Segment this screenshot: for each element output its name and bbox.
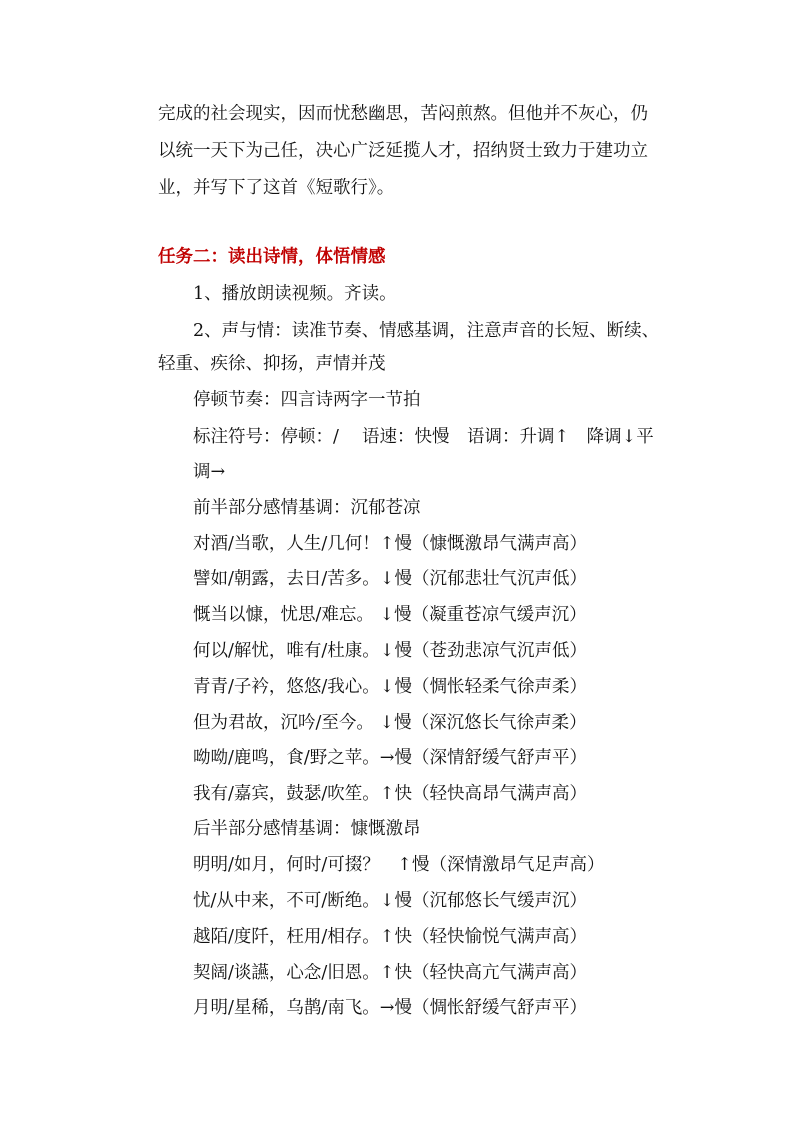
intro-line-1: 完成的社会现实，因而忧愁幽思，苦闷煎熬。但他并不灰心，仍 (158, 104, 648, 124)
poem-line: 月明/星稀，乌鹊/南飞。→慢（惆怅舒缓气舒声平） (193, 998, 587, 1018)
poem-line: 譬如/朝露，去日/苦多。↓慢（沉郁悲壮气沉声低） (193, 569, 587, 589)
poem-line: 但为君故，沉吟/至今。 ↓慢（深沉悠长气徐声柔） (193, 713, 587, 733)
step-2-line-2: 轻重、疾徐、抑扬，声情并茂 (158, 354, 386, 374)
poem-line: 忧/从中来，不可/断绝。↓慢（沉郁悠长气缓声沉） (193, 891, 587, 911)
first-half-label: 前半部分感情基调：沉郁苍凉 (193, 498, 421, 518)
rhythm-note: 停顿节奏：四言诗两字一节拍 (193, 390, 421, 410)
step-1: 1、播放朗读视频。齐读。 (193, 284, 397, 304)
second-half-label: 后半部分感情基调：慷慨激昂 (193, 819, 421, 839)
symbols-line-2: 调→ (193, 462, 226, 482)
poem-line: 呦呦/鹿鸣，食/野之苹。→慢（深情舒缓气舒声平） (193, 748, 587, 768)
task-heading: 任务二：读出诗情，体悟情感 (158, 247, 386, 267)
poem-line: 契阔/谈讌，心念/旧恩。↑快（轻快高亢气满声高） (193, 963, 587, 983)
poem-line: 越陌/度阡，枉用/相存。↑快（轻快愉悦气满声高） (193, 927, 587, 947)
intro-line-2: 以统一天下为己任，决心广泛延揽人才，招纳贤士致力于建功立 (158, 141, 648, 161)
symbols-line-1: 标注符号：停顿：/ 语速：快慢 语调：升调↑ 降调↓平 (193, 427, 654, 447)
poem-line: 我有/嘉宾，鼓瑟/吹笙。↑快（轻快高昂气满声高） (193, 784, 587, 804)
poem-line: 青青/子衿，悠悠/我心。↓慢（惆怅轻柔气徐声柔） (193, 677, 587, 697)
step-2-line-1: 2、声与情：读准节奏、情感基调，注意声音的长短、断续、 (193, 321, 660, 341)
poem-line: 对酒/当歌，人生/几何！↑慢（慷慨激昂气满声高） (193, 534, 587, 554)
poem-line: 慨当以慷，忧思/难忘。 ↓慢（凝重苍凉气缓声沉） (193, 605, 587, 625)
poem-line: 何以/解忧，唯有/杜康。↓慢（苍劲悲凉气沉声低） (193, 641, 587, 661)
intro-line-3: 业，并写下了这首《短歌行》。 (158, 178, 395, 198)
poem-line: 明明/如月，何时/可掇？ ↑慢（深情激昂气足声高） (193, 855, 605, 875)
